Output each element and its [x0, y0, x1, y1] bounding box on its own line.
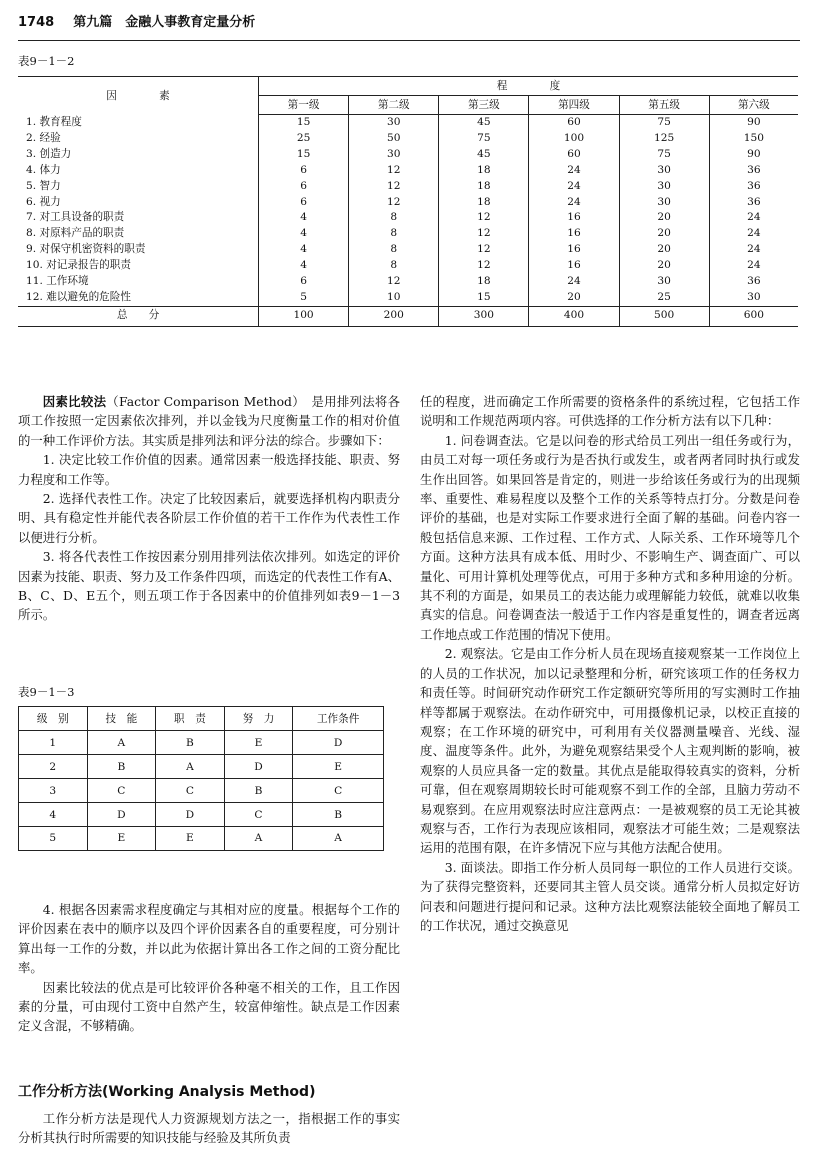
paragraph: 任的程度，进而确定工作所需要的资格条件的系统过程，它包括工作说明和工作规范两项内容。可供选择的工作分析方法有以下几种： [420, 394, 800, 429]
table1-caption: 表9－1－2 [18, 54, 75, 68]
value-cell: 18 [439, 179, 529, 195]
value-cell: 45 [439, 115, 529, 131]
column-header: 工作条件 [293, 707, 384, 731]
value-cell: 12 [439, 258, 529, 274]
table-cell: C [156, 779, 225, 803]
table-cell: B [224, 779, 293, 803]
value-cell: 30 [619, 179, 709, 195]
table-row [18, 195, 798, 211]
value-cell: 8 [349, 210, 439, 226]
value-cell: 24 [529, 195, 619, 211]
table-row [18, 131, 798, 147]
value-cell: 20 [619, 258, 709, 274]
value-cell: 15 [296, 147, 311, 160]
value-cell: 5 [300, 290, 307, 303]
table-row [19, 826, 384, 850]
paragraph: 3. 面谈法。即指工作分析人员同每一职位的工作人员进行交谈。为了获得完整资料，还要同其主管人员交谈。通常分析人员拟定好访问表和问题进行提问和记录。这种方法比观察法能较全面地了解员工的工作状况，通过交换意见 [420, 859, 800, 933]
value-cell: 12 [349, 163, 439, 179]
value-cell: 20 [619, 210, 709, 226]
value-cell: 125 [619, 131, 709, 147]
table-cell: 1 [19, 731, 88, 755]
table-cell: A [293, 826, 384, 850]
table-cell: E [87, 826, 156, 850]
term-factor-comparison: 因素比较法 [42, 394, 107, 409]
value-cell: 16 [529, 210, 619, 226]
column-header: 努 力 [224, 707, 293, 731]
value-cell: 24 [529, 179, 619, 195]
degree-header: 程 度 [259, 77, 799, 96]
total-label: 总 分 [18, 306, 259, 326]
value-cell: 12 [439, 210, 529, 226]
table-row [18, 210, 798, 226]
table-row [18, 115, 798, 131]
level-header: 第一级 [259, 96, 349, 115]
value-cell: 8 [349, 226, 439, 242]
value-cell: 36 [709, 195, 798, 211]
level-header: 第四级 [529, 96, 619, 115]
table-cell: E [224, 731, 293, 755]
factor-cell: 4. 体力 [18, 163, 259, 179]
total-cell: 100 [259, 306, 349, 326]
table-cell: E [293, 755, 384, 779]
table-cell: A [87, 731, 156, 755]
left-column-middle [18, 900, 400, 1036]
value-cell: 50 [349, 131, 439, 147]
value-cell: 60 [529, 147, 619, 163]
left-column-top [18, 392, 400, 625]
value-cell: 18 [439, 163, 529, 179]
column-header: 级 别 [19, 707, 88, 731]
value-cell: 4 [300, 243, 307, 256]
value-cell: 16 [529, 242, 619, 258]
table-cell: A [156, 755, 225, 779]
header-title: 第九篇 金融人事教育定量分析 [73, 15, 256, 30]
factor-header: 因 素 [18, 77, 259, 115]
factor-cell: 8. 对原料产品的职责 [18, 226, 259, 242]
table-row [18, 274, 798, 290]
total-row [18, 306, 798, 326]
level-header: 第二级 [349, 96, 439, 115]
value-cell: 24 [529, 274, 619, 290]
value-cell: 8 [349, 242, 439, 258]
factor-degree-table [18, 76, 798, 327]
factor-cell: 7. 对工具设备的职责 [18, 210, 259, 226]
total-cell: 200 [349, 306, 439, 326]
factor-cell: 5. 智力 [18, 179, 259, 195]
value-cell: 24 [709, 210, 798, 226]
factor-cell: 6. 视力 [18, 195, 259, 211]
value-cell: 6 [300, 275, 307, 288]
table-row [19, 803, 384, 827]
level-header: 第五级 [619, 96, 709, 115]
table3-caption: 表9－1－3 [18, 685, 75, 699]
value-cell: 4 [300, 227, 307, 240]
paragraph: 1. 决定比较工作价值的因素。通常因素一般选择技能、职责、努力程度和工作等。 [18, 452, 400, 487]
table-cell: A [224, 826, 293, 850]
value-cell: 30 [349, 115, 439, 131]
value-cell: 18 [439, 195, 529, 211]
value-cell: 30 [619, 274, 709, 290]
table-row [19, 779, 384, 803]
value-cell: 30 [709, 290, 798, 306]
paragraph: 3. 将各代表性工作按因素分别用排列法依次排列。如选定的评价因素为技能、职责、努力及工作条件四项，而选定的代表性工作有A、B、C、D、E五个，则五项工作于各因素中的价值排列如表9－1－3所示。 [18, 549, 400, 623]
table-cell: D [224, 755, 293, 779]
value-cell: 24 [709, 258, 798, 274]
factor-cell: 12. 难以避免的危险性 [18, 290, 259, 306]
table-row [18, 258, 798, 274]
value-cell: 30 [619, 163, 709, 179]
paragraph: 2. 选择代表性工作。决定了比较因素后，就要选择机构内职责分明、具有稳定性并能代表各阶层工作价值的若干工作作为代表性工作以便进行分析。 [18, 491, 400, 545]
value-cell: 150 [709, 131, 798, 147]
right-column [420, 392, 800, 935]
value-cell: 30 [619, 195, 709, 211]
table-cell: D [87, 803, 156, 827]
value-cell: 15 [439, 290, 529, 306]
value-cell: 12 [349, 195, 439, 211]
table-cell: C [293, 779, 384, 803]
total-cell: 600 [709, 306, 798, 326]
level-header: 第三级 [439, 96, 529, 115]
value-cell: 12 [349, 179, 439, 195]
value-cell: 75 [619, 147, 709, 163]
table-cell: 5 [19, 826, 88, 850]
value-cell: 75 [439, 131, 529, 147]
total-cell: 300 [439, 306, 529, 326]
table-cell: D [156, 803, 225, 827]
value-cell: 4 [300, 211, 307, 224]
value-cell: 25 [296, 131, 311, 144]
value-cell: 20 [619, 242, 709, 258]
value-cell: 18 [439, 274, 529, 290]
factor-cell: 1. 教育程度 [18, 115, 259, 131]
total-cell: 500 [619, 306, 709, 326]
value-cell: 6 [300, 179, 307, 192]
column-header: 职 责 [156, 707, 225, 731]
value-cell: 16 [529, 258, 619, 274]
factor-cell: 11. 工作环境 [18, 274, 259, 290]
running-header [18, 10, 800, 41]
value-cell: 24 [529, 163, 619, 179]
value-cell: 90 [709, 147, 798, 163]
value-cell: 25 [619, 290, 709, 306]
paragraph: 2. 观察法。它是由工作分析人员在现场直接观察某一工作岗位上的人员的工作状况，加以记录整理和分析，研究该项工作的任务权力和责任等。时间研究动作研究工作定额研究等所用的写实测时工作抽样等都属于观察法。在动作研究中，可用摄像机记录，以校正直接的观察；在工作环境的研究中，可利用有关仪器测量噪音、光线、湿度、温度等条件。此外，为避免观察结果受个人主观判断的影响，被观察的人员应具备一定的数量。其优点是能取得较真实的资料，分析可靠，但在观察周期较长时可能观察不到工作的全部，且脑力劳动不易观察到。在应用观察法时应注意两点：一是被观察的员工无论其被观察与否，工作行为表现应该相同，观察法才可能生效；二是观察法运用的范围有限，在许多情况下应与其他方法配合使用。 [420, 646, 800, 856]
value-cell: 8 [349, 258, 439, 274]
ranking-table [18, 706, 384, 851]
value-cell: 4 [300, 259, 307, 272]
table-cell: 3 [19, 779, 88, 803]
table-cell: 2 [19, 755, 88, 779]
table-header-row [18, 77, 798, 96]
table-row [18, 290, 798, 306]
paragraph: 4. 根据各因素需求程度确定与其相对应的度量。根据每个工作的评价因素在表中的顺序以及四个评价因素各自的重要程度，可分别计算出每一工作的分数，并以此为依据计算出各工作之间的工资分配比率。 [18, 902, 400, 976]
factor-cell: 9. 对保守机密资料的职责 [18, 242, 259, 258]
value-cell: 75 [619, 115, 709, 131]
section-title: 工作分析方法(Working Analysis Method) [18, 1084, 316, 1100]
value-cell: 24 [709, 226, 798, 242]
value-cell: 60 [529, 115, 619, 131]
value-cell: 20 [619, 226, 709, 242]
table-cell: 4 [19, 803, 88, 827]
value-cell: 100 [529, 131, 619, 147]
table-row [19, 731, 384, 755]
total-cell: 400 [529, 306, 619, 326]
paragraph: （Factor Comparison Method） 是用排列法将各项工作按照一定因素依次排列，并以金钱为尺度衡量工作的相对价值的一种工作评价方法。其实质是排列法和评分法的综合。步骤如下： [18, 394, 401, 448]
value-cell: 16 [529, 226, 619, 242]
column-header: 技 能 [87, 707, 156, 731]
table-cell: E [156, 826, 225, 850]
table-row [18, 163, 798, 179]
value-cell: 36 [709, 179, 798, 195]
value-cell: 24 [709, 242, 798, 258]
paragraph: 1. 问卷调查法。它是以问卷的形式给员工列出一组任务或行为，由员工对每一项任务或行为是否执行或发生，或者两者同时执行或发生作出回答。如果回答是肯定的，则进一步给该任务或行为的出现频率、重要性、难易程度以及整个工作的关系等特点打分。分数是问卷评价的基础，也是对实际工作要求进行全面了解的基础。问卷内容一般包括信息来源、工作过程、工作方式、人际关系、工作环境等几个方面。这种方法具有成本低、用时少、不影响生产、调查面广、可以量化、可用计算机处理等优点，可用于多种方式和多种用途的分析。其不利的方面是，如果员工的表达能力或理解能力较低，就难以收集真实的信息。问卷调查法一般适于工作内容是重复性的，调查者远离工作地点或工作范围的情况下使用。 [420, 432, 800, 642]
factor-cell: 10. 对记录报告的职责 [18, 258, 259, 274]
paragraph: 因素比较法的优点是可比较评价各种毫不相关的工作，且工作因素的分量，可由现付工资中自然产生，较富伸缩性。缺点是工作因素定义含混，不够精确。 [18, 979, 400, 1034]
value-cell: 6 [300, 163, 307, 176]
value-cell: 15 [296, 116, 311, 128]
level-header: 第六级 [709, 96, 798, 115]
left-column-bottom [18, 1109, 400, 1148]
table-cell: D [293, 731, 384, 755]
value-cell: 12 [349, 274, 439, 290]
value-cell: 6 [300, 195, 307, 208]
table-cell: C [87, 779, 156, 803]
table-row [18, 226, 798, 242]
value-cell: 12 [439, 226, 529, 242]
factor-cell: 2. 经验 [18, 131, 259, 147]
table-row [18, 147, 798, 163]
table-header-row [19, 707, 384, 731]
value-cell: 45 [439, 147, 529, 163]
paragraph: 工作分析方法是现代人力资源规划方法之一，指根据工作的事实分析其执行时所需要的知识技能与经验及其所负责 [18, 1111, 400, 1146]
value-cell: 10 [349, 290, 439, 306]
table-cell: B [156, 731, 225, 755]
table-row [18, 179, 798, 195]
table-cell: C [224, 803, 293, 827]
table-cell: B [293, 803, 384, 827]
value-cell: 36 [709, 274, 798, 290]
factor-cell: 3. 创造力 [18, 147, 259, 163]
table-cell: B [87, 755, 156, 779]
value-cell: 90 [709, 115, 798, 131]
table-row [19, 755, 384, 779]
value-cell: 20 [529, 290, 619, 306]
table-row [18, 242, 798, 258]
value-cell: 12 [439, 242, 529, 258]
value-cell: 36 [709, 163, 798, 179]
page-number: 1748 [18, 15, 55, 30]
value-cell: 30 [349, 147, 439, 163]
